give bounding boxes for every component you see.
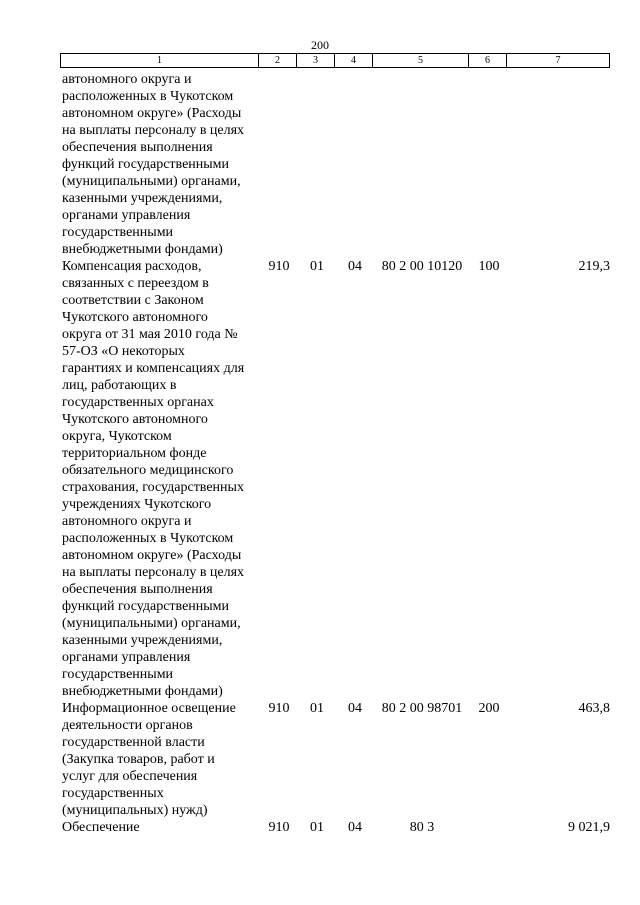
- row-section-code: 01: [310, 259, 324, 274]
- table-row: [62, 700, 610, 819]
- row-amount: 219,3: [578, 259, 610, 274]
- column-header-table: [60, 53, 610, 68]
- row-amount: 463,8: [578, 701, 610, 716]
- column-header-3: 3: [297, 54, 335, 68]
- row-description: автономного округа и расположенных в Чукотском автономном округе» (Расходы на выплаты персоналу в целях обеспечения выполнения функций государственными (муниципальными) органами, казенными учреждениями, органами управления государственными внебюджетными фондами): [62, 72, 245, 257]
- table-row: [62, 71, 610, 258]
- row-amount: 9 021,9: [568, 820, 610, 835]
- page-number: 200: [311, 38, 329, 52]
- row-ved-code: 910: [268, 820, 290, 835]
- column-header-6: 6: [469, 54, 507, 68]
- column-header-1: 1: [61, 54, 259, 68]
- column-header-row: [61, 54, 610, 68]
- row-expense-type: 100: [478, 259, 500, 274]
- row-expense-type: 200: [478, 701, 500, 716]
- row-description: Обеспечение: [62, 820, 140, 835]
- row-target-article: 80 3: [409, 820, 435, 835]
- table-row: [62, 819, 610, 836]
- column-header-5: 5: [373, 54, 469, 68]
- row-description: Информационное освещение деятельности органов государственной власти (Закупка товаров, работ и услуг для обеспечения государственных (муниципальных) нужд): [62, 701, 236, 818]
- budget-table-body: [62, 71, 610, 836]
- row-target-article: 80 2 00 98701: [381, 701, 463, 716]
- table-row: [62, 258, 610, 700]
- column-header-4: 4: [335, 54, 373, 68]
- row-ved-code: 910: [268, 701, 290, 716]
- column-header-7: 7: [507, 54, 610, 68]
- row-section-code: 01: [310, 701, 324, 716]
- row-subsection-code: 04: [348, 820, 362, 835]
- column-header-2: 2: [259, 54, 297, 68]
- row-subsection-code: 04: [348, 701, 362, 716]
- row-section-code: 01: [310, 820, 324, 835]
- row-description: Компенсация расходов, связанных с переездом в соответствии с Законом Чукотского автономного округа от 31 мая 2010 года № 57-ОЗ «О некоторых гарантиях и компенсациях для лиц, работающих в государственных органах Чукотского автономного округа, Чукотском территориальном фонде обязательного медицинского страхования, государственных учреждениях Чукотского автономного округа и расположенных в Чукотском автономном округе» (Расходы на выплаты персоналу в целях обеспечения выполнения функций государственными (муниципальными) органами, казенными учреждениями, органами управления государственными внебюджетными фондами): [62, 259, 245, 699]
- row-ved-code: 910: [268, 259, 290, 274]
- row-subsection-code: 04: [348, 259, 362, 274]
- row-target-article: 80 2 00 10120: [381, 259, 463, 274]
